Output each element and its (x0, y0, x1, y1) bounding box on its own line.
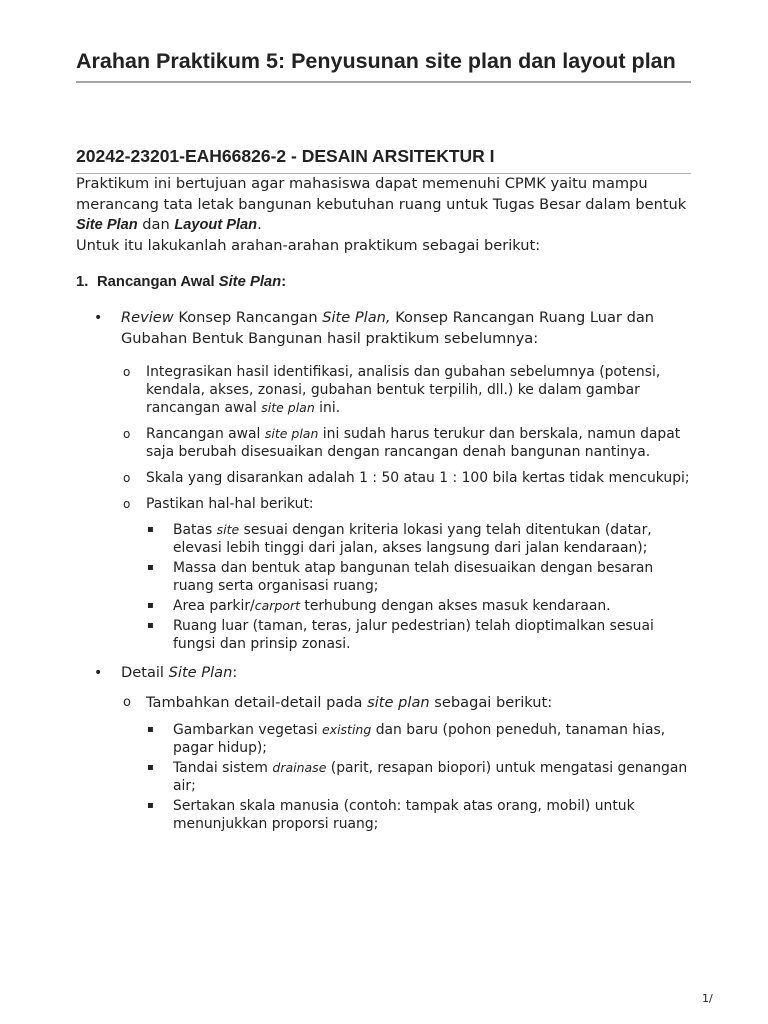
item-text: site plan (264, 426, 319, 441)
section-label-colon: : (281, 274, 287, 290)
intro-layout-plan: Layout Plan (174, 217, 258, 233)
intro-text-end: . (257, 216, 262, 233)
sub-item-text: Batas (173, 522, 217, 538)
square-bullet-icon: ▪ (147, 524, 154, 535)
list-item (76, 759, 691, 795)
sub-item-text: site (216, 522, 240, 537)
circle-bullet-icon: o (123, 365, 131, 379)
list-item (76, 425, 691, 461)
list-item (76, 617, 691, 653)
sub-item-text: Tandai sistem (173, 759, 273, 776)
square-bullet-icon: ▪ (147, 600, 154, 611)
section-label: Rancangan Awal (97, 274, 219, 290)
item-text: Tambahkan detail-detail pada (146, 693, 368, 711)
section-label-site-plan: Site Plan (218, 274, 282, 290)
circle-bullet-icon: o (123, 471, 131, 485)
course-heading: 20242-23201-EAH66826-2 - DESAIN ARSITEKTUR I (76, 145, 691, 174)
list-item (76, 693, 691, 713)
square-bullet-icon: ▪ (147, 620, 154, 631)
sub-item-text: Ruang luar (taman, teras, jalur pedestrian) telah dioptimalkan sesuai fungsi dan prinsip zonasi. (173, 618, 654, 652)
sub-item-text: sesuai dengan kriteria lokasi yang telah ditentukan (datar, elevasi lebih tinggi dari jalan, akses langsung dari jalan kendaraan); (173, 522, 652, 556)
list-item (76, 308, 691, 349)
bullet-text: : (232, 664, 238, 681)
list-item (76, 559, 691, 595)
circle-bullet-icon: o (123, 497, 131, 511)
section-number: 1. (76, 274, 89, 290)
list-item (76, 495, 691, 513)
list-item (76, 663, 691, 684)
document-page (76, 48, 691, 833)
list-item (76, 597, 691, 615)
sub-item-text: Area parkir/ (173, 598, 255, 614)
list-item (76, 797, 691, 833)
square-bullet-icon: ▪ (147, 562, 154, 573)
item-text: ini. (314, 400, 341, 416)
item-text: Skala yang disarankan adalah 1 : 50 atau 1 : 100 bila kertas tidak mencukupi; (146, 470, 690, 486)
bullet-text: Site Plan (168, 664, 233, 681)
circle-bullet-icon: o (123, 427, 131, 441)
circle-bullet-icon: o (123, 694, 131, 710)
bullet-icon: • (94, 665, 103, 681)
list-item (76, 469, 691, 487)
sub-item-text: Massa dan bentuk atap bangunan telah disesuaikan dengan besaran ruang serta organisasi ruang; (173, 560, 654, 594)
sub-item-text: dan baru (pohon peneduh, tanaman hias, pagar hidup); (173, 721, 666, 756)
square-bullet-icon: ▪ (147, 723, 154, 735)
bullet-text: Site Plan, (322, 309, 391, 326)
intro-site-plan: Site Plan (76, 217, 138, 233)
sub-item-text: (parit, resapan biopori) untuk mengatasi genangan air; (173, 759, 688, 794)
sub-item-text: terhubung dengan akses masuk kendaraan. (300, 598, 611, 614)
sub-item-text: Gambarkan vegetasi (173, 721, 322, 738)
intro-paragraph (76, 174, 691, 236)
sub-item-text: existing (321, 721, 372, 737)
item-text: ini sudah harus terukur dan berskala, namun dapat saja berubah disesuaikan dengan rancangan denah bangunan nantinya. (146, 426, 681, 460)
page-number: 1/ (702, 992, 713, 1005)
item-text: sebagai berikut: (429, 693, 553, 711)
document-title: Arahan Praktikum 5: Penyusunan site plan dan layout plan (76, 48, 691, 83)
item-text: site plan (367, 693, 430, 711)
item-text: Pastikan hal-hal berikut: (146, 496, 314, 512)
list-item (76, 721, 691, 757)
bullet-text: Detail (121, 664, 169, 681)
square-bullet-icon: ▪ (147, 761, 154, 773)
intro-text-and: dan (137, 216, 175, 233)
bullet-text: Konsep Rancangan Ruang Luar dan Gubahan Bentuk Bangunan hasil praktikum sebelumnya: (121, 309, 655, 347)
bullet-icon: • (94, 310, 103, 326)
bullet-text: Konsep Rancangan (173, 309, 323, 326)
list-item (76, 521, 691, 557)
sub-item-text: drainase (272, 759, 327, 775)
section-heading-1 (76, 272, 691, 292)
item-text: Rancangan awal (146, 426, 265, 442)
sub-item-text: carport (254, 598, 301, 613)
bullet-text: Review (121, 309, 174, 326)
item-text: Integrasikan hasil identifikasi, analisis dan gubahan sebelumnya (potensi, kendala, akses, zonasi, gubahan bentuk terpilih, dll.) ke dalam gambar rancangan awal (146, 364, 661, 416)
instructions-intro: Untuk itu lakukanlah arahan-arahan praktikum sebagai berikut: (76, 236, 541, 254)
intro-text: Praktikum ini bertujuan agar mahasiswa dapat memenuhi CPMK yaitu mampu merancang tata letak bangunan kebutuhan ruang untuk Tugas Besar dalam bentuk (76, 175, 687, 213)
item-text: site plan (261, 400, 315, 415)
list-item (76, 363, 691, 417)
sub-item-text: Sertakan skala manusia (contoh: tampak atas orang, mobil) untuk menunjukkan proporsi ruang; (173, 797, 635, 832)
square-bullet-icon: ▪ (147, 799, 154, 811)
